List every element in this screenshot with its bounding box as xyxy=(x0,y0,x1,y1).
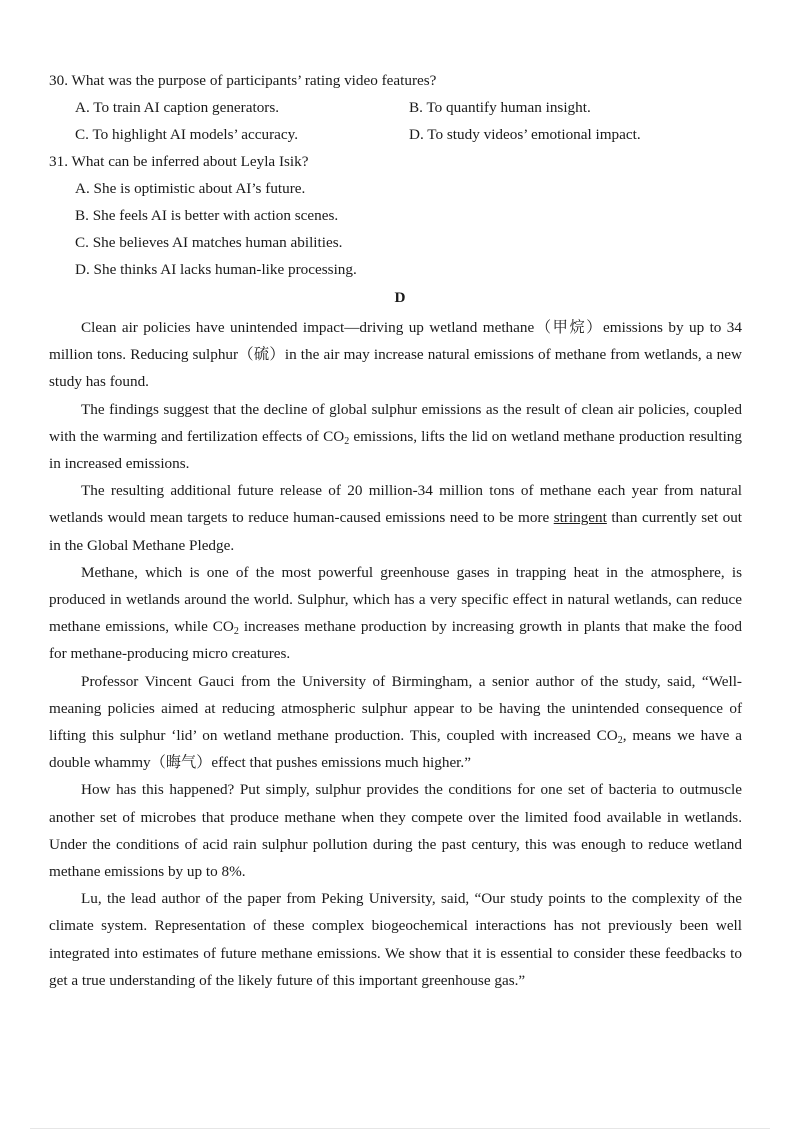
paragraph-5-text-end: , means we have a double whammy（晦气）effect that pushes emissions much higher.” xyxy=(49,727,742,772)
question-30-option-b: B. To quantify human insight. xyxy=(409,99,591,116)
paragraph-4-text-end: increases methane production by increasing growth in plants that make the food for methane-producing micro creatures. xyxy=(49,618,742,663)
co2-subscript: 2 xyxy=(233,626,239,638)
co2-subscript: 2 xyxy=(617,735,623,747)
paragraph-5 xyxy=(49,668,742,777)
question-31-option-d: D. She thinks AI lacks human-like processing. xyxy=(75,261,357,278)
paragraph-2-text: The findings suggest that the decline of global sulphur emissions as the result of clean air policies, coupled with the warming and fertilization effects of CO xyxy=(49,400,742,445)
reading-passage xyxy=(49,314,742,994)
paragraph-4 xyxy=(49,559,742,668)
paragraph-3-text: The resulting additional future release of 20 million-34 million tons of methane each year from natural wetlands would mean targets to reduce human-caused emissions need to be more xyxy=(49,482,742,527)
question-31-option-c: C. She believes AI matches human abilities. xyxy=(75,234,343,251)
underlined-word: stringent xyxy=(553,509,607,527)
section-heading-d: D xyxy=(394,289,406,306)
paragraph-6: How has this happened? Put simply, sulphur provides the conditions for one set of bacteria to outmuscle another set of microbes that produce methane when they compete over the limited food available in wetlands. Under the conditions of acid rain sulphur pollution during the past century, this was enough to reduce wetland methane emissions by up to 8%. xyxy=(49,781,742,881)
paragraph-2-text-end: emissions, lifts the lid on wetland methane production resulting in increased emissions. xyxy=(49,427,742,473)
question-30-option-d: D. To study videos’ emotional impact. xyxy=(409,126,641,143)
co2-subscript: 2 xyxy=(344,435,350,447)
paragraph-5-text: Professor Vincent Gauci from the University of Birmingham, a senior author of the study, said, “Well-meaning policies aimed at reducing atmospheric sulphur appear to be having the unintended consequence of lifting this sulphur ‘lid’ on wetland methane production. This, coupled with increased CO xyxy=(49,672,742,745)
question-30-stem: 30. What was the purpose of participants’ rating video features? xyxy=(49,72,437,89)
question-30-option-c: C. To highlight AI models’ accuracy. xyxy=(75,126,299,143)
question-31-option-a: A. She is optimistic about AI’s future. xyxy=(75,180,306,197)
paragraph-3-text-end: than currently set out in the Global Methane Pledge. xyxy=(49,509,743,554)
paragraph-3 xyxy=(49,477,742,559)
paragraph-4-text: Methane, which is one of the most powerful greenhouse gases in trapping heat in the atmosphere, is produced in wetlands around the world. Sulphur, which has a very specific effect in natural wetlands, can reduce methane emissions, while CO xyxy=(49,563,742,636)
question-31-stem: 31. What can be inferred about Leyla Isik? xyxy=(49,153,309,170)
question-31-option-b: B. She feels AI is better with action scenes. xyxy=(75,207,339,224)
page-bottom-rule xyxy=(30,1128,770,1129)
paragraph-2 xyxy=(49,396,742,478)
paragraph-7: Lu, the lead author of the paper from Peking University, said, “Our study points to the complexity of the climate system. Representation of these complex biogeochemical interactions has not previously been well integrated into estimates of future methane emissions. We show that it is essential to consider these feedbacks to get a true understanding of the likely future of this important greenhouse gas.” xyxy=(49,890,742,989)
question-30-option-a: A. To train AI caption generators. xyxy=(75,99,280,116)
paragraph-1: Clean air policies have unintended impact—driving up wetland methane（甲烷）emissions by up to 34 million tons. Reducing sulphur（硫）in the air may increase natural emissions of methane from wetlands, a new study has found. xyxy=(49,319,742,391)
